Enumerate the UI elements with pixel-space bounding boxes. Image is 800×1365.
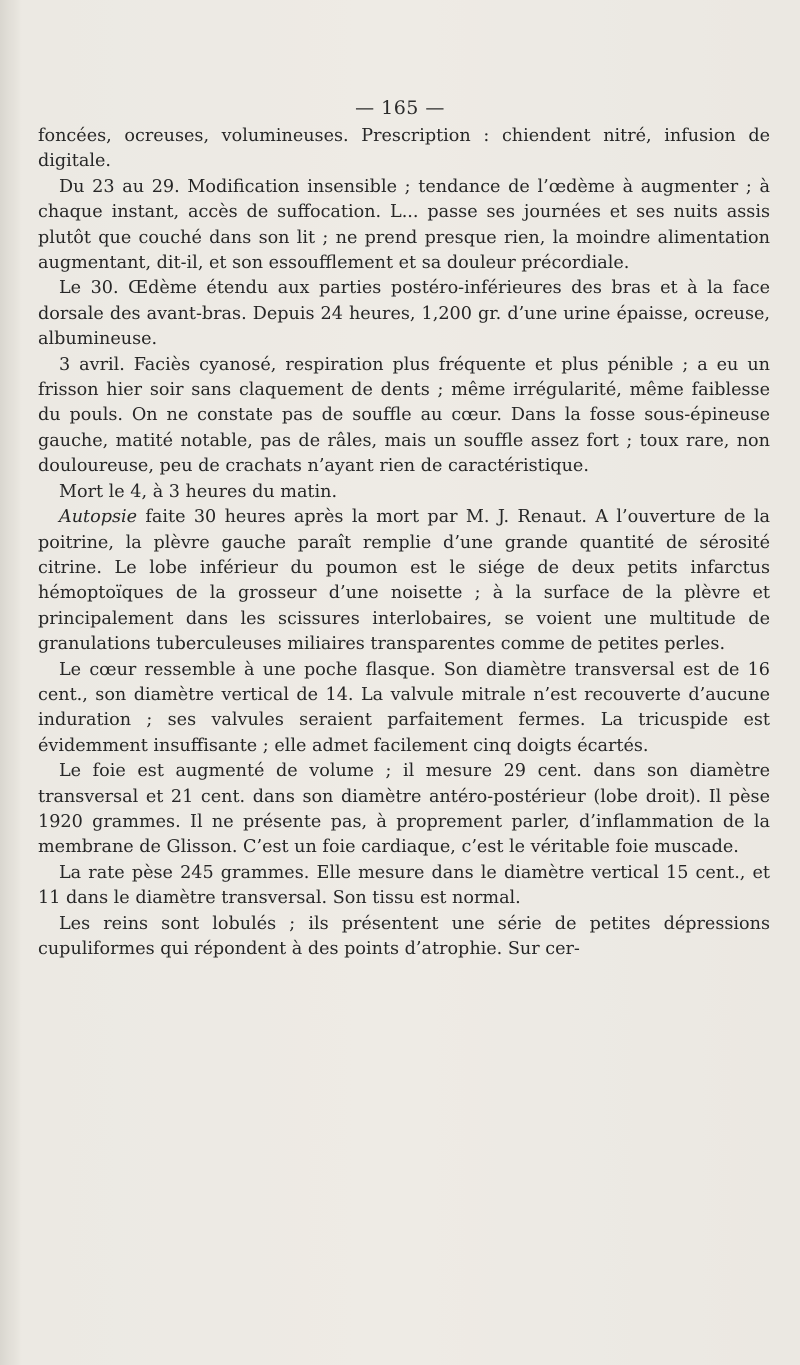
paragraph-liver: Le foie est augmenté de volume ; il mesure 29 cent. dans son diamètre transversal et 21 cent. dans son diamètre antéro-postérieur (lobe droit). Il pèse 1920 grammes. Il ne présente pas, à proprement parler, d’inflammation de la membrane de Glisson. C’est un foie cardiaque, c’est le véritable foie muscade. xyxy=(38,761,770,858)
paragraph-30: Le 30. Œdème étendu aux parties postéro-inférieures des bras et à la face dorsale des avant-bras. Depuis 24 heures, 1,200 gr. d’une urine épaisse, ocreuse, albumineuse. xyxy=(38,278,770,350)
body-text xyxy=(38,124,770,962)
page-number: — 165 — xyxy=(355,97,445,119)
paragraph-continuation: foncées, ocreuses, volumineuses. Prescription : chiendent nitré, infusion de digitale. xyxy=(38,126,770,172)
autopsy-text: faite 30 heures après la mort par M. J. Renaut. A l’ouverture de la poitrine, la plèvre gauche paraît remplie d’une grande quantité de sérosité citrine. Le lobe inférieur du poumon est le siége de deux petits infarctus hémoptoïques de la grosseur d’une noisette ; à la surface de la plèvre et principalement dans les scissures interlobaires, se voient une multitude de granulations tuberculeuses miliaires transparentes comme de petites perles. xyxy=(38,507,770,655)
paragraph-23-29: Du 23 au 29. Modification insensible ; tendance de l’œdème à augmenter ; à chaque instant, accès de suffocation. L... passe ses journées et ses nuits assis plutôt que couché dans son lit ; ne prend presque rien, la moindre alimentation augmentant, dit-il, et son essoufflement et sa douleur précordiale. xyxy=(38,176,770,274)
paragraph-3-avril: 3 avril. Faciès cyanosé, respiration plus fréquente et plus pénible ; a eu un frisson hier soir sans claquement de dents ; même irrégularité, même faiblesse du pouls. On ne constate pas de souffle au cœur. Dans la fosse sous-épineuse gauche, matité notable, pas de râles, mais un souffle assez fort ; toux rare, non douloureuse, peu de crachats n’ayant rien de caractéristique. xyxy=(38,354,770,477)
page-gutter xyxy=(0,0,22,1365)
paragraph-autopsy xyxy=(38,505,770,657)
paragraph-kidneys: Les reins sont lobulés ; ils présentent une série de petites dépressions cupuliformes qui répondent à des points d’atrophie. Sur cer- xyxy=(38,913,770,959)
autopsy-label: Autopsie xyxy=(59,507,138,528)
paragraph-death: Mort le 4, à 3 heures du matin. xyxy=(59,481,338,502)
paragraph-spleen: La rate pèse 245 grammes. Elle mesure dans le diamètre vertical 15 cent., et 11 dans le diamètre transversal. Son tissu est normal. xyxy=(38,862,770,909)
paragraph-heart: Le cœur ressemble à une poche flasque. Son diamètre transversal est de 16 cent., son diamètre vertical de 14. La valvule mitrale n’est recouverte d’aucune induration ; ses valvules seraient parfaitement fermes. La tricuspide est évidemment insuffisante ; elle admet facilement cinq doigts écartés. xyxy=(38,659,770,756)
